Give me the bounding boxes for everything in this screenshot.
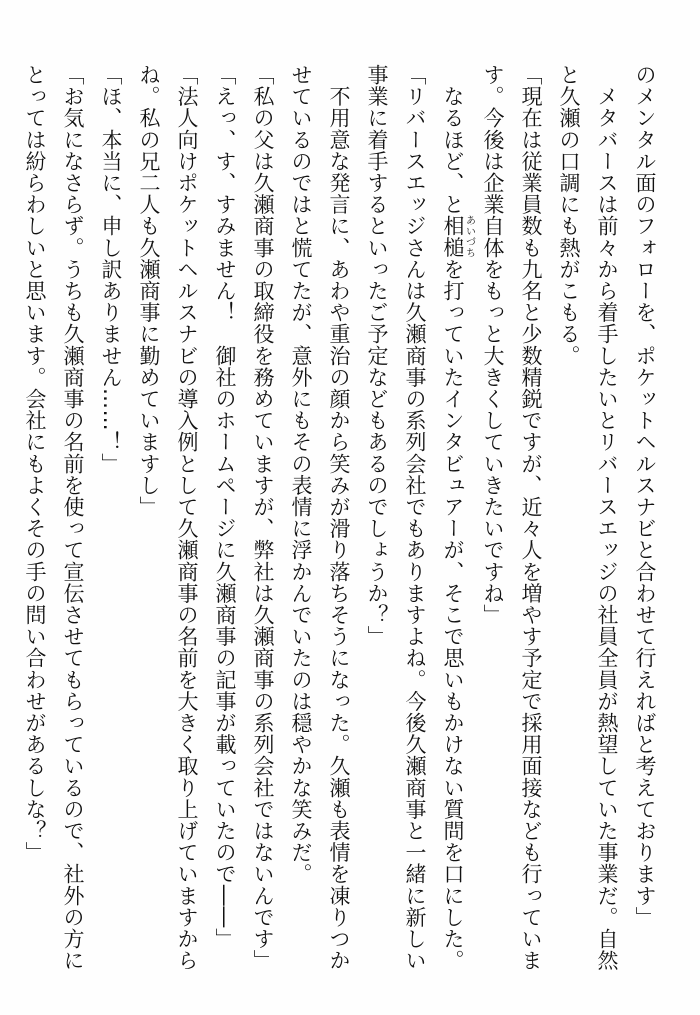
text-line: せているのではと慌てたが、意外にもその表情に浮かんでいたのは穏やかな笑みだ。	[289, 64, 313, 885]
text-line: 「えっ、す、すみません！ 御社のホームページに久瀬商事の記事が載っていたので――」	[213, 64, 237, 950]
text-line: ね。私の兄二人も久瀬商事に勤めていますし」	[137, 64, 161, 518]
text-line: とっては紛らわしいと思います。会社にもよくその手の問い合わせがあるしな？」	[23, 64, 47, 864]
text-line: 「お気になさらず。うちも久瀬商事の名前を使って宣伝させてもらっているので、社外の方に	[61, 64, 85, 972]
text-line: 「法人向けポケットヘルスナビの導入例として久瀬商事の名前を大きく取り上げていますから	[175, 64, 199, 972]
ruby-word: 相槌あいづち	[441, 215, 475, 259]
text-line: 「現在は従業員数も九名と少数精鋭ですが、近々人を増やす予定で採用面接なども行っていま	[519, 64, 543, 972]
text-line: 「私の父は久瀬商事の取締役を務めていますが、弊社は久瀬商事の系列会社ではないんです」	[251, 64, 275, 972]
text-line: 事業に着手するといったご予定などもあるのでしょうか？」	[365, 64, 389, 648]
text-line: のメンタル面のフォローを、ポケットヘルスナビと合わせて行えればと考えております」	[633, 64, 657, 928]
text-line: メタバースは前々から着手したいとリバースエッジの社員全員が熱望していた事業だ。自然	[595, 64, 619, 972]
text-line-with-ruby: なるほど、と相槌あいづちを打っていたインタビュアーが、そこで思いもかけない質問を口にした。	[441, 64, 475, 972]
text-line: 「リバースエッジさんは久瀬商事の系列会社でもありますよね。今後久瀬商事と一緒に新しい	[403, 64, 427, 972]
ruby-reading: あいづち	[463, 215, 475, 259]
text-line: 「ほ、本当に、申し訳ありません……！」	[99, 64, 123, 475]
text-line: 不用意な発言に、あわや重治の顔から笑みが滑り落ちそうになった。久瀬も表情を凍りつか	[327, 64, 351, 972]
text-line: と久瀬の口調にも熱がこもる。	[557, 64, 581, 367]
text-line: す。今後は企業自体をもっと大きくしていきたいですね」	[481, 64, 505, 626]
vertical-text-block	[16, 64, 664, 972]
